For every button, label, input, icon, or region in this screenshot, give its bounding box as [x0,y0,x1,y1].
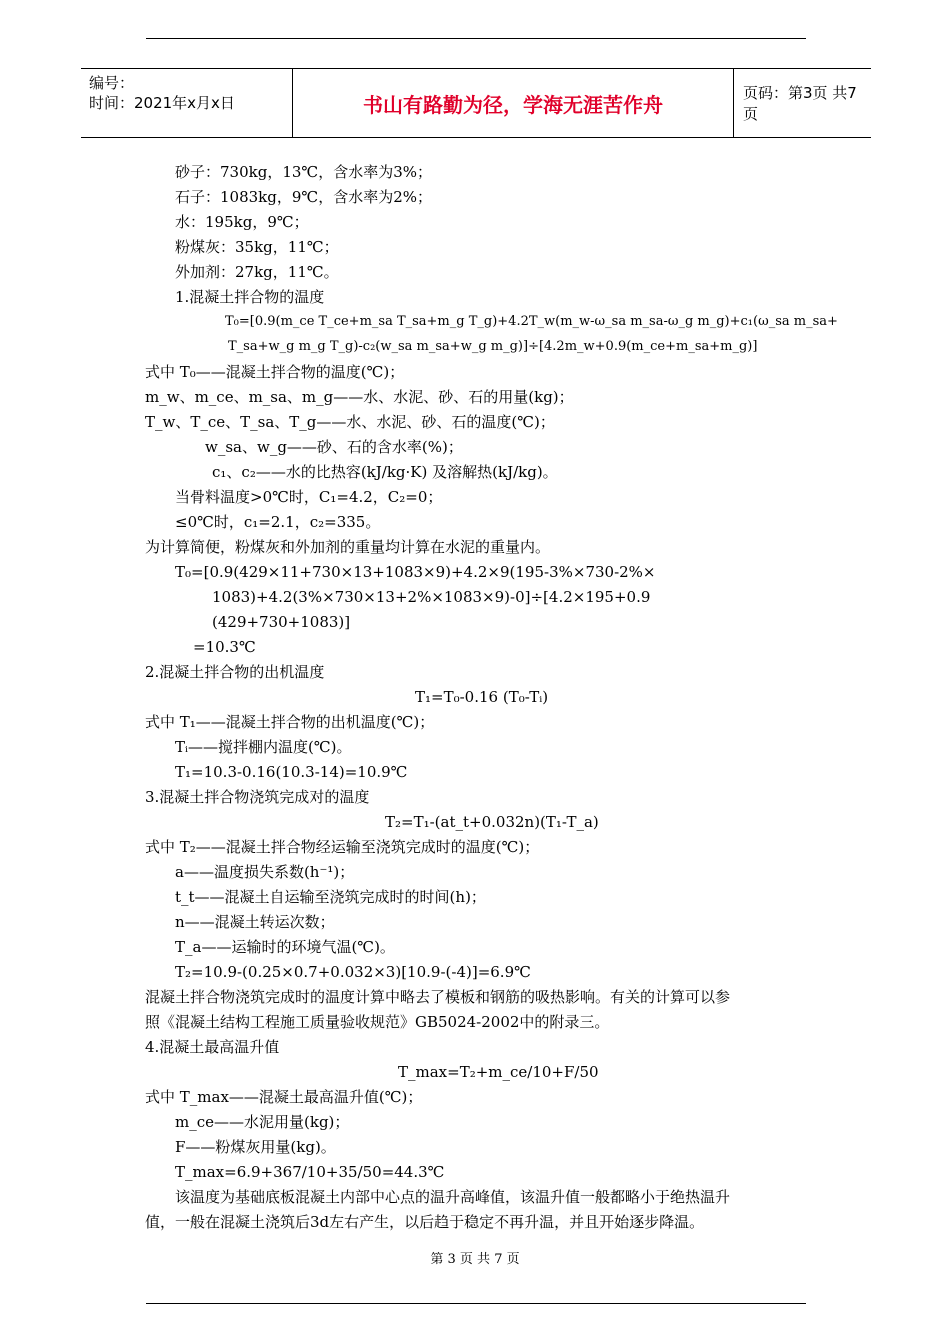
definition-line: T_a——运输时的环境气温(℃)。 [175,938,395,956]
calc-line: T₂=10.9-(0.25×0.7+0.032×3)[10.9-(-4)]=6.9℃ [175,963,531,981]
calc-line: T₁=10.3-0.16(10.3-14)=10.9℃ [175,763,408,781]
page-label: 页码：第3页 共7页 [743,84,857,123]
paragraph-line: 值，一般在混凝土浇筑后3d左右产生，以后趋于稳定不再升温，并且开始逐步降温。 [145,1213,705,1231]
page-footer: 第 3 页 共 7 页 [430,1252,520,1267]
calc-result: =10.3℃ [193,638,256,656]
number-label: 编号： [89,74,135,92]
section-heading: 3.混凝土拌合物浇筑完成对的温度 [145,788,370,806]
material-sand: 砂子：730kg，13℃，含水率为3%； [175,163,432,181]
note-line: 为计算简便，粉煤灰和外加剂的重量均计算在水泥的重量内。 [145,538,551,556]
formula-line: T₀=[0.9(m_ce T_ce+m_sa T_sa+m_g T_g)+4.2T_w(m_w-ω_sa m_sa-ω_g m_g)+c₁(ω_sa m_sa+ [225,314,838,329]
material-stone: 石子：1083kg，9℃，含水率为2%； [175,188,432,206]
calc-line: (429+730+1083)] [212,613,351,631]
definition-line: m_ce——水泥用量(kg)； [175,1113,350,1131]
definition-line: n——混凝土转运次数； [175,913,335,931]
time-label: 时间：2021年x月x日 [89,94,235,112]
header-meta [89,73,285,135]
definition-line: 式中 T₁——混凝土拌合物的出机温度(℃)； [145,713,435,731]
section-heading: 4.混凝土最高温升值 [145,1038,280,1056]
calc-line: T₀=[0.9(429×11+730×13+1083×9)+4.2×9(195-3%×730-2%× [175,563,656,581]
definition-line: 式中 T_max——混凝土最高温升值(℃)； [145,1088,423,1106]
definition-line: c₁、c₂——水的比热容(kJ/kg·K) 及溶解热(kJ/kg)。 [212,463,558,481]
paragraph-line: 混凝土拌合物浇筑完成时的温度计算中略去了模板和钢筋的吸热影响。有关的计算可以参 [145,988,731,1006]
calc-line: 1083)+4.2(3%×730×13+2%×1083×9)-0]÷[4.2×195+0.9 [212,588,651,606]
definition-line: Tᵢ——搅拌棚内温度(℃)。 [175,738,352,756]
definition-line: 式中 T₂——混凝土拌合物经运输至浇筑完成时的温度(℃)； [145,838,540,856]
definition-line: ≤0℃时，c₁=2.1，c₂=335。 [175,513,381,531]
material-admixture: 外加剂：27kg，11℃。 [175,263,339,281]
formula-line: T₂=T₁-(at_t+0.032n)(T₁-T_a) [385,813,599,831]
definition-line: w_sa、w_g——砂、石的含水率(%)； [205,438,463,456]
material-flyash: 粉煤灰：35kg，11℃； [175,238,339,256]
page-header [81,68,871,138]
paragraph-line: 照《混凝土结构工程施工质量验收规范》GB5024-2002中的附录三。 [145,1013,610,1031]
definition-line: m_w、m_ce、m_sa、m_g——水、水泥、砂、石的用量(kg)； [145,388,574,406]
definition-line: 式中 T₀——混凝土拌合物的温度(℃)； [145,363,405,381]
material-water: 水：195kg，9℃； [175,213,309,231]
top-rule [146,38,806,39]
definition-line: F——粉煤灰用量(kg)。 [175,1138,336,1156]
calc-line: T_max=6.9+367/10+35/50=44.3℃ [175,1163,445,1181]
formula-line: T_max=T₂+m_ce/10+F/50 [398,1063,599,1081]
formula-line: T_sa+w_g m_g T_g)-c₂(w_sa m_sa+w_g m_g)]÷[4.2m_w+0.9(m_ce+m_sa+m_g)] [228,339,758,354]
section-heading: 2.混凝土拌合物的出机温度 [145,663,325,681]
definition-line: t_t——混凝土自运输至浇筑完成时的时间(h)； [175,888,486,906]
formula-line: T₁=T₀-0.16 (T₀-Tᵢ) [415,688,549,706]
paragraph-line: 该温度为基础底板混凝土内部中心点的温升高峰值，该温升值一般都略小于绝热温升 [175,1188,731,1206]
section-heading: 1.混凝土拌合物的温度 [175,288,325,306]
bottom-rule [146,1303,806,1304]
motto: 书山有路勤为径，学海无涯苦作舟 [363,92,663,117]
header-divider [733,69,734,137]
definition-line: 当骨料温度>0℃时，C₁=4.2，C₂=0； [175,488,443,506]
definition-line: T_w、T_ce、T_sa、T_g——水、水泥、砂、石的温度(℃)； [145,413,555,431]
definition-line: a——温度损失系数(h⁻¹)； [175,863,355,881]
